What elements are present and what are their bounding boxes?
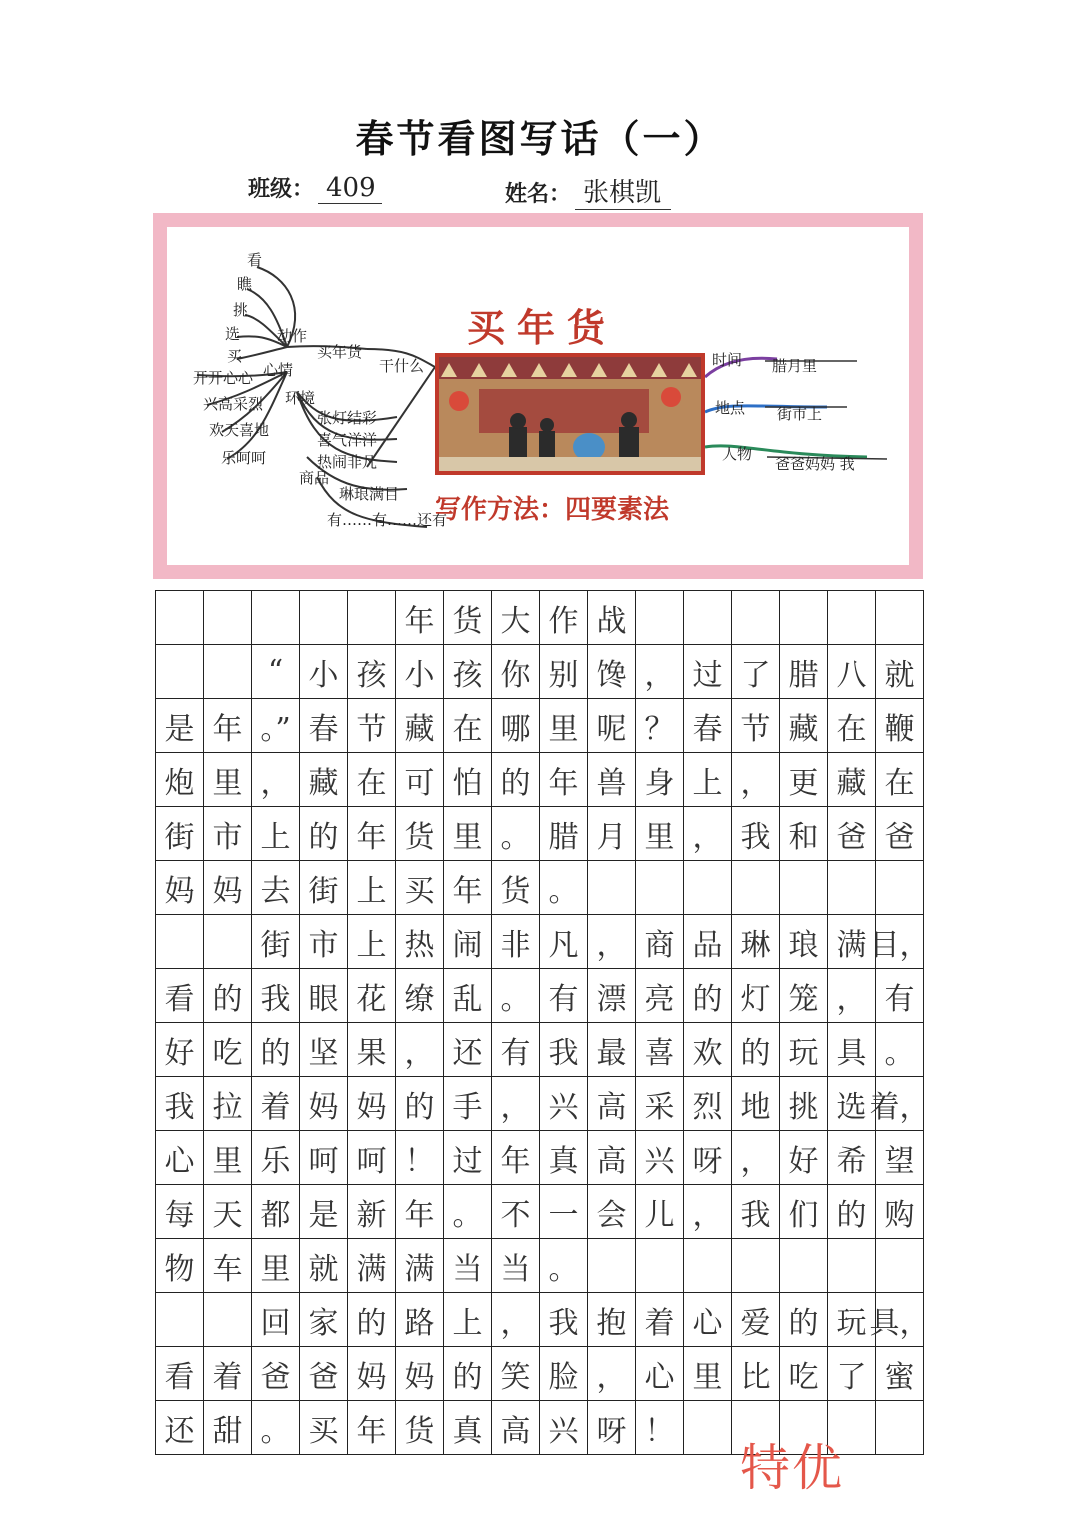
grid-cell: 的 — [348, 1293, 396, 1347]
grid-cell — [588, 1239, 636, 1293]
grid-cell: 了 — [828, 1347, 876, 1401]
grid-cell — [636, 861, 684, 915]
grid-cell: 的 — [204, 969, 252, 1023]
grid-cell: 着， — [876, 1077, 924, 1131]
grid-cell — [348, 591, 396, 645]
grid-cell: 当 — [444, 1239, 492, 1293]
grid-cell: 更 — [780, 753, 828, 807]
grid-cell: 非 — [492, 915, 540, 969]
grid-cell: ， — [684, 1185, 732, 1239]
grid-cell: 里 — [636, 807, 684, 861]
grid-cell: 坚 — [300, 1023, 348, 1077]
grid-cell: 心 — [636, 1347, 684, 1401]
grid-cell: 妈 — [300, 1077, 348, 1131]
grid-cell: 的 — [444, 1347, 492, 1401]
grid-cell: 了 — [732, 645, 780, 699]
grid-cell: 里 — [540, 699, 588, 753]
name-value: 张棋凯 — [575, 172, 671, 210]
grid-cell: 满 — [348, 1239, 396, 1293]
grid-cell: 市 — [300, 915, 348, 969]
grid-cell: 亮 — [636, 969, 684, 1023]
grid-cell: 别 — [540, 645, 588, 699]
mm-goods: 商品 — [299, 469, 330, 487]
grid-cell: 妈 — [204, 861, 252, 915]
grid-cell: 呵 — [300, 1131, 348, 1185]
grid-cell: 选 — [828, 1077, 876, 1131]
grid-cell: ？ — [636, 699, 684, 753]
grid-cell: 路 — [396, 1293, 444, 1347]
grid-cell: ， — [732, 1131, 780, 1185]
mm-choose: 选 — [225, 325, 241, 343]
grid-cell — [828, 591, 876, 645]
grid-cell — [732, 861, 780, 915]
mm-mood: 心情 — [263, 361, 294, 379]
essay-grid — [155, 590, 930, 1455]
grid-cell — [876, 861, 924, 915]
grid-cell — [684, 591, 732, 645]
grid-cell: 街 — [252, 915, 300, 969]
grid-cell — [300, 591, 348, 645]
grid-cell: 吃 — [780, 1347, 828, 1401]
grid-cell: 。 — [540, 1239, 588, 1293]
grid-cell — [876, 1239, 924, 1293]
grid-cell — [636, 591, 684, 645]
grid-cell: 里 — [252, 1239, 300, 1293]
grid-cell: 过 — [444, 1131, 492, 1185]
grid-cell: 大 — [492, 591, 540, 645]
grid-cell: 脸 — [540, 1347, 588, 1401]
grid-cell: ！ — [636, 1401, 684, 1455]
grid-cell: 兽 — [588, 753, 636, 807]
grid-cell: 妈 — [156, 861, 204, 915]
grid-cell: 你 — [492, 645, 540, 699]
mm-place: 地点 — [715, 399, 746, 417]
shopping-scene-image — [435, 353, 705, 475]
grid-cell: 妈 — [396, 1347, 444, 1401]
grid-cell — [204, 1293, 252, 1347]
grid-cell: 笼 — [780, 969, 828, 1023]
grid-cell: 春 — [684, 699, 732, 753]
mm-delighted: 欢天喜地 — [209, 421, 270, 439]
grid-cell: 节 — [732, 699, 780, 753]
grid-cell: 目， — [876, 915, 924, 969]
grid-cell: 回 — [252, 1293, 300, 1347]
grid-cell: 年 — [348, 1401, 396, 1455]
grid-cell: 街 — [156, 807, 204, 861]
grid-cell: 笑 — [492, 1347, 540, 1401]
mm-people: 人物 — [722, 445, 753, 463]
mm-people-value: 爸爸妈妈 我 — [775, 455, 855, 473]
grid-cell: 欢 — [684, 1023, 732, 1077]
grid-cell: 看 — [156, 969, 204, 1023]
grid-cell: 地 — [732, 1077, 780, 1131]
grid-cell: ， — [732, 753, 780, 807]
grid-cell: 妈 — [348, 1347, 396, 1401]
grid-cell: 烈 — [684, 1077, 732, 1131]
mm-pick: 挑 — [233, 301, 249, 319]
grid-cell: 腊 — [780, 645, 828, 699]
grid-cell: 腊 — [540, 807, 588, 861]
grid-cell — [252, 591, 300, 645]
mm-happy: 开开心心 — [193, 369, 254, 387]
grid-cell: 果 — [348, 1023, 396, 1077]
grid-cell: 藏 — [396, 699, 444, 753]
grid-cell: 作 — [540, 591, 588, 645]
grid-cell: 上 — [348, 915, 396, 969]
mm-cheerful: 乐呵呵 — [221, 449, 267, 467]
grid-cell — [780, 1239, 828, 1293]
grid-cell: 物 — [156, 1239, 204, 1293]
grid-cell: ， — [492, 1077, 540, 1131]
grid-cell: 买 — [396, 861, 444, 915]
name-label: 姓名： — [505, 182, 572, 207]
grid-cell: 漂 — [588, 969, 636, 1023]
grid-cell: ， — [636, 645, 684, 699]
grid-cell: 身 — [636, 753, 684, 807]
grid-cell: 手 — [444, 1077, 492, 1131]
grid-cell: 。 — [492, 969, 540, 1023]
grid-cell: 是 — [300, 1185, 348, 1239]
grid-cell: 甜 — [204, 1401, 252, 1455]
grid-cell: 最 — [588, 1023, 636, 1077]
grid-cell: 战 — [588, 591, 636, 645]
grid-cell: 采 — [636, 1077, 684, 1131]
grid-cell: 的 — [396, 1077, 444, 1131]
grid-cell: 心 — [156, 1131, 204, 1185]
grid-cell: 挑 — [780, 1077, 828, 1131]
grid-cell — [204, 591, 252, 645]
grid-cell: 玩 — [828, 1293, 876, 1347]
grid-cell: 在 — [876, 753, 924, 807]
mm-look: 看 — [247, 251, 263, 269]
grid-cell: 。 — [252, 1401, 300, 1455]
grid-cell: 的 — [252, 1023, 300, 1077]
mm-time-value: 腊月里 — [772, 357, 818, 375]
grid-cell: 车 — [204, 1239, 252, 1293]
grid-cell: 呢 — [588, 699, 636, 753]
grid-cell: 希 — [828, 1131, 876, 1185]
grid-cell — [684, 1239, 732, 1293]
grid-cell: ， — [588, 915, 636, 969]
grid-cell: 春 — [300, 699, 348, 753]
grid-cell: 里 — [444, 807, 492, 861]
grid-cell: 哪 — [492, 699, 540, 753]
grid-cell: 就 — [876, 645, 924, 699]
grid-cell — [828, 1239, 876, 1293]
mm-decorated: 张灯结彩 — [317, 409, 378, 427]
name-field — [505, 172, 671, 210]
grid-cell: 货 — [492, 861, 540, 915]
grid-cell: 我 — [540, 1293, 588, 1347]
worksheet-title: 春节看图写话（一） — [355, 117, 725, 161]
grid-cell: 孩 — [348, 645, 396, 699]
grid-cell: 琳 — [732, 915, 780, 969]
grid-cell: 好 — [780, 1131, 828, 1185]
grid-cell: 乐 — [252, 1131, 300, 1185]
grid-cell: 月 — [588, 807, 636, 861]
grid-cell: 着 — [204, 1347, 252, 1401]
grid-cell: 凡 — [540, 915, 588, 969]
grid-cell: 藏 — [828, 753, 876, 807]
grid-cell: 年 — [396, 1185, 444, 1239]
grid-cell: 就 — [300, 1239, 348, 1293]
mm-peek: 瞧 — [237, 275, 253, 293]
grid-cell: 吃 — [204, 1023, 252, 1077]
grid-cell: 年 — [540, 753, 588, 807]
grid-cell: ！ — [396, 1131, 444, 1185]
grid-cell: 年 — [396, 591, 444, 645]
grid-cell: 有 — [540, 969, 588, 1023]
grid-cell — [156, 915, 204, 969]
grid-cell: 兴 — [540, 1401, 588, 1455]
grid-cell: 我 — [252, 969, 300, 1023]
grid-cell: 新 — [348, 1185, 396, 1239]
grid-cell: 藏 — [300, 753, 348, 807]
class-value: 409 — [318, 173, 382, 204]
grid-cell: “ — [252, 645, 300, 699]
grid-cell: 。 — [876, 1023, 924, 1077]
mm-buy-goods: 买年货 — [317, 343, 363, 361]
grid-cell: 的 — [300, 807, 348, 861]
grid-cell: 望 — [876, 1131, 924, 1185]
grid-cell: 鞭 — [876, 699, 924, 753]
grid-cell: 喜 — [636, 1023, 684, 1077]
grid-cell: 不 — [492, 1185, 540, 1239]
grid-cell: 天 — [204, 1185, 252, 1239]
grid-cell: 孩 — [444, 645, 492, 699]
grid-cell: 满 — [396, 1239, 444, 1293]
grid-cell: 有 — [492, 1023, 540, 1077]
grid-cell: 着 — [636, 1293, 684, 1347]
grid-cell: 里 — [684, 1347, 732, 1401]
grid-cell — [876, 1401, 924, 1455]
grid-cell: 里 — [204, 1131, 252, 1185]
grid-cell: 年 — [204, 699, 252, 753]
grid-cell: ， — [588, 1347, 636, 1401]
grid-cell: 具 — [828, 1023, 876, 1077]
grid-cell: 看 — [156, 1347, 204, 1401]
grid-cell: 灯 — [732, 969, 780, 1023]
grid-cell: 货 — [396, 807, 444, 861]
grid-cell: 眼 — [300, 969, 348, 1023]
grid-cell: 怕 — [444, 753, 492, 807]
grid-cell — [684, 861, 732, 915]
grade-stamp: 特优 — [740, 1439, 844, 1497]
grid-cell: 呵 — [348, 1131, 396, 1185]
grid-cell: ， — [684, 807, 732, 861]
grid-cell: 上 — [252, 807, 300, 861]
grid-cell: 年 — [444, 861, 492, 915]
grid-cell: 高 — [588, 1131, 636, 1185]
grid-cell: 小 — [396, 645, 444, 699]
grid-cell: 。 — [540, 861, 588, 915]
grid-cell: 年 — [492, 1131, 540, 1185]
grid-cell: 买 — [300, 1401, 348, 1455]
grid-cell: 里 — [204, 753, 252, 807]
grid-cell: 每 — [156, 1185, 204, 1239]
grid-cell: 我 — [156, 1077, 204, 1131]
grid-cell: 。” — [252, 699, 300, 753]
grid-cell: 炮 — [156, 753, 204, 807]
grid-cell: 玩 — [780, 1023, 828, 1077]
grid-cell: 。 — [492, 807, 540, 861]
grid-cell: 的 — [732, 1023, 780, 1077]
grid-cell: 在 — [444, 699, 492, 753]
grid-cell: 满 — [828, 915, 876, 969]
grid-cell: 我 — [732, 807, 780, 861]
grid-cell: 家 — [300, 1293, 348, 1347]
grid-cell: 是 — [156, 699, 204, 753]
grid-cell: 商 — [636, 915, 684, 969]
grid-cell: 当 — [492, 1239, 540, 1293]
grid-cell: ， — [828, 969, 876, 1023]
grid-cell: 馋 — [588, 645, 636, 699]
grid-cell — [156, 1293, 204, 1347]
grid-cell: 在 — [828, 699, 876, 753]
mindmap-frame — [153, 213, 923, 579]
grid-cell: 们 — [780, 1185, 828, 1239]
grid-cell: 真 — [444, 1401, 492, 1455]
grid-cell: 兴 — [636, 1131, 684, 1185]
grid-cell: 着 — [252, 1077, 300, 1131]
mindmap — [167, 227, 909, 565]
grid-cell: 儿 — [636, 1185, 684, 1239]
grid-cell: 我 — [540, 1023, 588, 1077]
grid-cell — [588, 861, 636, 915]
grid-cell: 。 — [444, 1185, 492, 1239]
grid-cell: 的 — [780, 1293, 828, 1347]
grid-cell: 都 — [252, 1185, 300, 1239]
grid-cell: 八 — [828, 645, 876, 699]
mm-place-value: 街市上 — [777, 405, 823, 423]
grid-cell: 抱 — [588, 1293, 636, 1347]
grid-cell: 具， — [876, 1293, 924, 1347]
grid-cell: 的 — [492, 753, 540, 807]
grid-cell: 过 — [684, 645, 732, 699]
grid-cell: 高 — [492, 1401, 540, 1455]
grid-cell: 缭 — [396, 969, 444, 1023]
grid-cell: 上 — [684, 753, 732, 807]
class-field — [248, 172, 382, 204]
grid-cell: 真 — [540, 1131, 588, 1185]
grid-cell: 闹 — [444, 915, 492, 969]
grid-cell: 有 — [876, 969, 924, 1023]
mm-festive: 喜气洋洋 — [317, 431, 378, 449]
grid-cell: ， — [396, 1023, 444, 1077]
mm-have-have: 有……有……还有 — [327, 511, 448, 529]
grid-cell: ， — [492, 1293, 540, 1347]
grid-cell: ， — [252, 753, 300, 807]
grid-cell — [876, 591, 924, 645]
grid-cell: 去 — [252, 861, 300, 915]
grid-cell: 市 — [204, 807, 252, 861]
grid-cell: 上 — [444, 1293, 492, 1347]
grid-cell — [828, 861, 876, 915]
grid-cell: 爸 — [300, 1347, 348, 1401]
grid-cell: 年 — [348, 807, 396, 861]
grid-cell: 爸 — [828, 807, 876, 861]
grid-cell: 蜜 — [876, 1347, 924, 1401]
grid-cell: 比 — [732, 1347, 780, 1401]
grid-cell: 货 — [444, 591, 492, 645]
mm-dazzling: 琳琅满目 — [339, 485, 400, 503]
grid-cell — [732, 1239, 780, 1293]
grid-cell: 节 — [348, 699, 396, 753]
class-label: 班级： — [248, 177, 315, 202]
mm-environment: 环境 — [285, 389, 316, 407]
grid-cell: 爱 — [732, 1293, 780, 1347]
grid-cell: 好 — [156, 1023, 204, 1077]
grid-cell — [780, 861, 828, 915]
grid-cell — [780, 591, 828, 645]
grid-cell: 爸 — [876, 807, 924, 861]
grid-cell: 一 — [540, 1185, 588, 1239]
grid-cell: 购 — [876, 1185, 924, 1239]
grid-cell — [684, 1401, 732, 1455]
grid-cell: 的 — [684, 969, 732, 1023]
grid-cell: 妈 — [348, 1077, 396, 1131]
grid-cell: 货 — [396, 1401, 444, 1455]
grid-cell: 还 — [156, 1401, 204, 1455]
mm-action: 动作 — [277, 327, 308, 345]
grid-cell: 的 — [828, 1185, 876, 1239]
grid-cell: 心 — [684, 1293, 732, 1347]
grid-cell: 兴 — [540, 1077, 588, 1131]
grid-cell: 我 — [732, 1185, 780, 1239]
grid-cell — [732, 591, 780, 645]
grid-cell: 拉 — [204, 1077, 252, 1131]
grid-cell: 藏 — [780, 699, 828, 753]
grid-cell: 呀 — [684, 1131, 732, 1185]
grid-cell: 和 — [780, 807, 828, 861]
mm-time: 时间 — [712, 351, 743, 369]
grid-cell: 热 — [396, 915, 444, 969]
mm-bustling: 热闹非凡 — [317, 453, 378, 471]
grid-cell: 小 — [300, 645, 348, 699]
grid-cell: 上 — [348, 861, 396, 915]
mindmap-center-title: 买年货 — [467, 305, 618, 350]
grid-cell: 高 — [588, 1077, 636, 1131]
grid-cell: 花 — [348, 969, 396, 1023]
grid-cell — [204, 645, 252, 699]
grid-cell: 还 — [444, 1023, 492, 1077]
grid-cell: 琅 — [780, 915, 828, 969]
grid-cell: 品 — [684, 915, 732, 969]
grid-cell — [156, 645, 204, 699]
mm-what: 干什么 — [379, 357, 425, 375]
grid-cell — [156, 591, 204, 645]
grid-cell: 在 — [348, 753, 396, 807]
grid-cell — [636, 1239, 684, 1293]
grid-cell: 会 — [588, 1185, 636, 1239]
mm-joyful: 兴高采烈 — [203, 395, 264, 413]
grid-cell: 呀 — [588, 1401, 636, 1455]
grid-cell: 可 — [396, 753, 444, 807]
grid-cell: 街 — [300, 861, 348, 915]
mm-buy: 买 — [227, 347, 243, 365]
grid-cell — [204, 915, 252, 969]
writing-method: 写作方法：四要素法 — [435, 495, 670, 525]
grid-cell: 乱 — [444, 969, 492, 1023]
grid-cell: 爸 — [252, 1347, 300, 1401]
